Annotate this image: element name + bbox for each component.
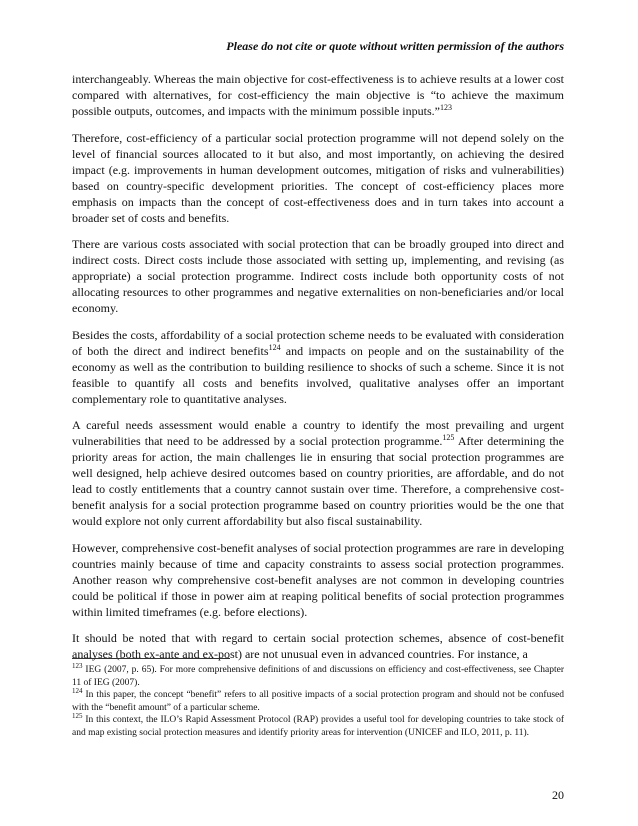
paragraph-5-text-end: After determining the priority areas for action, the main challenges lie in ensuring that social protection programmes are well designed, help achieve desired outcomes based on country priorities, are affordable, and do not lead to costly entitlements that a country cannot sustain over time. Therefore, a comprehensive cost-benefit analysis for a social protection programme based on country priorities would be the one that would explore not only current affordability but also fiscal sustainability.: [72, 434, 564, 528]
footnote-number: 123: [72, 662, 83, 670]
footnote-124: [72, 689, 564, 714]
footnote-ref-123[interactable]: 123: [439, 103, 452, 112]
paragraph-2-text: Therefore, cost-efficiency of a particular social protection programme will not depend solely on the level of financial sources allocated to it but also, and most importantly, on achieving the desired impact (e.g. improvements in human development outcomes, mitigation of risks and vulnerabilities) based on country-specific development priorities. The concept of cost-efficiency places more emphasis on impacts than the concept of cost-effectiveness does and in turn takes into account a broader set of costs and benefits.: [72, 130, 564, 225]
paragraph-7-text: It should be noted that with regard to certain social protection schemes, absence of cost-benefit analyses (both ex-ante and ex-post) are not unusual even in advanced countries. For instance, a: [72, 631, 564, 661]
page-number: 20: [552, 788, 564, 802]
footnote-text: In this paper, the concept “benefit” refers to all positive impacts of a social protection program and should not be confused with the “benefit amount” of a particular scheme.: [72, 690, 564, 713]
paragraph-6: [72, 540, 564, 620]
paragraph-1: [72, 71, 564, 119]
footnote-divider: [72, 658, 230, 659]
paragraph-4: [72, 327, 564, 407]
paragraph-1-text: interchangeably. Whereas the main objective for cost-effectiveness is to achieve results at a lower cost compared with alternatives, for cost-efficiency the main objective is “to achieve the maximum possible outputs, outcomes, and impacts with the minimum possible inputs.”: [72, 72, 564, 118]
footnote-number: 124: [72, 687, 83, 695]
paragraph-4-text-end: and impacts on people and on the sustainability of the economy as well as the contribution to building resilience to shocks of such a scheme. Since it is not feasible to quantify all costs and benefits involved, qualitative analyses offer an important complementary role to quantitative analyses.: [72, 343, 564, 406]
footnote-text: IEG (2007, p. 65). For more comprehensive definitions of and discussions on efficiency and cost-effectiveness, see Chapter 11 of IEG (2007).: [72, 665, 564, 688]
footnote-125: [72, 714, 564, 739]
footnote-ref-124[interactable]: 124: [268, 342, 281, 352]
paragraph-2: [72, 130, 564, 226]
footnotes: [72, 664, 564, 739]
paragraph-6-text: However, comprehensive cost-benefit analyses of social protection programmes are rare in developing countries mainly because of time and capacity constraints to assess social protection programmes. Another reason why comprehensive cost-benefit analyses are not common in developing countries could be political if those in power aim at reaping political benefits of social protection programmes within limited timeframes (e.g. before elections).: [72, 540, 564, 619]
paragraph-3-text: There are various costs associated with social protection that can be broadly grouped into direct and indirect costs. Direct costs include those associated with setting up, implementing, and revising (as appropriate) a social protection programme. Indirect costs include both opportunity costs of not allocating resources to other programmes and negative externalities on non-beneficiaries and/or local economy.: [72, 237, 564, 315]
paragraph-3: [72, 236, 564, 316]
footnote-text: In this context, the ILO’s Rapid Assessment Protocol (RAP) provides a useful tool for developing countries to take stock of and map existing social protection measures and identify priority areas for intervention (UNICEF and ILO, 2011, p. 11).: [72, 715, 564, 738]
paragraph-5: [72, 417, 564, 529]
body-text: [72, 71, 564, 662]
paragraph-4-text-start: Besides the costs, affordability of a social protection scheme needs to be evaluated with consideration of both the direct and indirect benefits: [72, 327, 564, 358]
page-header: Please do not cite or quote without written permission of the authors: [226, 39, 564, 53]
paragraph-5-text-start: A careful needs assessment would enable a country to identify the most prevailing and urgent vulnerabilities that need to be addressed by a social protection programme.: [72, 418, 564, 448]
footnote-number: 125: [72, 712, 83, 720]
footnote-ref-125[interactable]: 125: [442, 433, 455, 442]
footnote-123: [72, 664, 564, 689]
